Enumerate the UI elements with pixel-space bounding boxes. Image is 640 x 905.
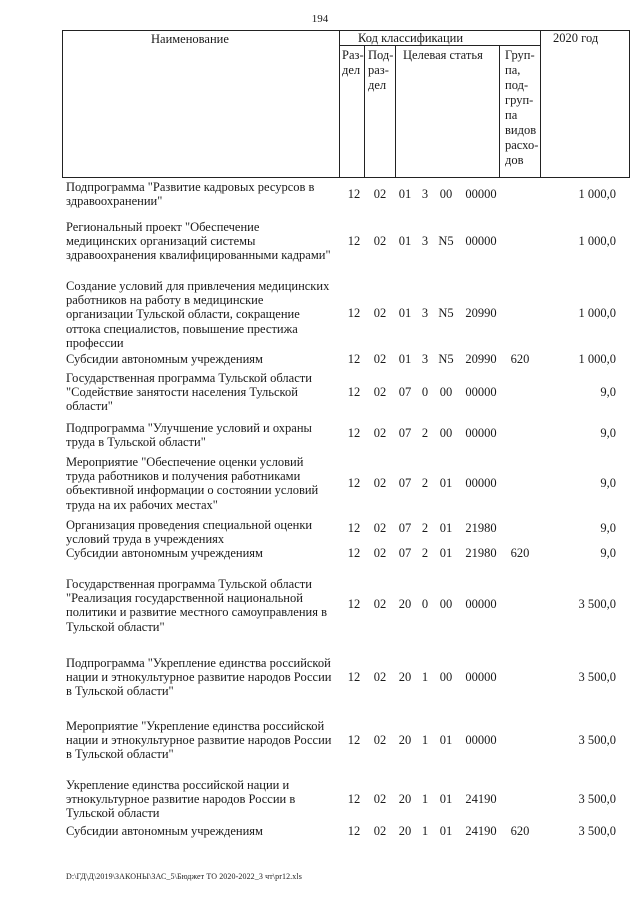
code-target-program: 01 — [398, 234, 412, 248]
amount-2020: 3 500,0 — [578, 792, 616, 806]
row-name: Создание условий для привлечения медицинских работников на работу в медицинские организации Тульской области, сокращение оттока специалистов, повышение престижа профессии — [66, 279, 330, 350]
code-podrazdel: 02 — [373, 306, 387, 320]
code-target-program: 20 — [398, 824, 412, 838]
code-target-subprogram: 0 — [421, 597, 429, 611]
code-podrazdel: 02 — [373, 476, 387, 490]
table-header — [62, 30, 630, 178]
code-target-subprogram: 3 — [421, 187, 429, 201]
code-target-event: 01 — [439, 792, 453, 806]
code-target-event: 01 — [439, 476, 453, 490]
code-target-direction: 00000 — [465, 597, 497, 611]
code-target-subprogram: 2 — [421, 521, 429, 535]
amount-2020: 1 000,0 — [578, 234, 616, 248]
code-target-subprogram: 1 — [421, 792, 429, 806]
code-target-event: N5 — [438, 234, 454, 248]
code-target-program: 07 — [398, 426, 412, 440]
code-target-event: N5 — [438, 306, 454, 320]
code-razdel: 12 — [347, 521, 361, 535]
code-target-direction: 21980 — [465, 521, 497, 535]
row-name: Государственная программа Тульской области "Реализация государственной национальной политики и развитие местного самоуправления в Тульской области" — [66, 577, 327, 634]
code-razdel: 12 — [347, 824, 361, 838]
header-divider — [540, 31, 541, 177]
code-target-event: 01 — [439, 546, 453, 560]
code-razdel: 12 — [347, 733, 361, 747]
code-target-direction: 00000 — [465, 234, 497, 248]
code-target-subprogram: 2 — [421, 476, 429, 490]
amount-2020: 9,0 — [600, 521, 616, 535]
row-name: Подпрограмма "Укрепление единства российской нации и этнокультурное развитие народов России в Тульской области" — [66, 656, 332, 699]
code-target-program: 01 — [398, 352, 412, 366]
amount-2020: 3 500,0 — [578, 597, 616, 611]
code-podrazdel: 02 — [373, 670, 387, 684]
code-target-direction: 20990 — [465, 306, 497, 320]
code-target-event: 01 — [439, 733, 453, 747]
amount-2020: 3 500,0 — [578, 824, 616, 838]
code-podrazdel: 02 — [373, 187, 387, 201]
code-target-event: 00 — [439, 426, 453, 440]
code-razdel: 12 — [347, 352, 361, 366]
code-target-direction: 00000 — [465, 733, 497, 747]
code-podrazdel: 02 — [373, 824, 387, 838]
file-path-footer: D:\ГД\Д\2019\ЗАКОНЫ\ЗАС_5\Бюджет ТО 2020-2022_3 чт\pr12.xls — [66, 872, 302, 881]
code-target-direction: 00000 — [465, 385, 497, 399]
code-target-event: 00 — [439, 597, 453, 611]
code-target-direction: 24190 — [465, 824, 497, 838]
code-razdel: 12 — [347, 597, 361, 611]
code-target-subprogram: 1 — [421, 824, 429, 838]
code-razdel: 12 — [347, 426, 361, 440]
code-razdel: 12 — [347, 306, 361, 320]
code-target-event: N5 — [438, 352, 454, 366]
code-target-subprogram: 2 — [421, 546, 429, 560]
amount-2020: 9,0 — [600, 476, 616, 490]
page-number: 194 — [311, 13, 329, 25]
code-target-event: 00 — [439, 385, 453, 399]
amount-2020: 3 500,0 — [578, 733, 616, 747]
code-target-subprogram: 3 — [421, 306, 429, 320]
header-podrazdel: Под- раз- дел — [368, 48, 394, 92]
amount-2020: 9,0 — [600, 385, 616, 399]
amount-2020: 3 500,0 — [578, 670, 616, 684]
header-name: Наименование — [151, 32, 229, 46]
code-target-program: 07 — [398, 476, 412, 490]
code-target-program: 20 — [398, 792, 412, 806]
row-name: Субсидии автономным учреждениям — [66, 824, 263, 838]
code-target-direction: 00000 — [465, 476, 497, 490]
code-target-subprogram: 1 — [421, 670, 429, 684]
row-name: Организация проведения специальной оценки условий труда в учреждениях — [66, 518, 313, 547]
code-target-program: 01 — [398, 306, 412, 320]
amount-2020: 9,0 — [600, 546, 616, 560]
code-target-event: 01 — [439, 521, 453, 535]
header-code-group: Код классификации — [358, 31, 464, 45]
code-podrazdel: 02 — [373, 546, 387, 560]
header-group: Груп- па, под- груп- па видов расхо- дов — [505, 48, 539, 167]
code-razdel: 12 — [347, 234, 361, 248]
code-target-event: 00 — [439, 187, 453, 201]
header-divider — [395, 45, 396, 177]
code-podrazdel: 02 — [373, 597, 387, 611]
row-name: Субсидии автономным учреждениям — [66, 352, 263, 366]
code-razdel: 12 — [347, 187, 361, 201]
amount-2020: 1 000,0 — [578, 306, 616, 320]
row-name: Мероприятие "Обеспечение оценки условий труда работников и получения работниками объективной информации о состоянии условий труда на их рабочих местах" — [66, 455, 319, 512]
row-name: Мероприятие "Укрепление единства российской нации и этнокультурное развитие народов России в Тульской области" — [66, 719, 332, 762]
code-razdel: 12 — [347, 792, 361, 806]
row-name: Государственная программа Тульской области "Содействие занятости населения Тульской области" — [66, 371, 312, 414]
code-target-direction: 21980 — [465, 546, 497, 560]
code-razdel: 12 — [347, 670, 361, 684]
code-target-subprogram: 2 — [421, 426, 429, 440]
code-target-program: 07 — [398, 385, 412, 399]
header-year: 2020 год — [553, 31, 599, 45]
code-target-direction: 24190 — [465, 792, 497, 806]
amount-2020: 1 000,0 — [578, 352, 616, 366]
code-target-direction: 00000 — [465, 670, 497, 684]
code-target-subprogram: 1 — [421, 733, 429, 747]
row-name: Региональный проект "Обеспечение медицинских организаций системы здравоохранения квалифицированными кадрами" — [66, 220, 331, 263]
code-target-subprogram: 0 — [421, 385, 429, 399]
code-target-direction: 00000 — [465, 426, 497, 440]
code-target-program: 20 — [398, 670, 412, 684]
code-expense-type: 620 — [510, 546, 530, 560]
row-name: Подпрограмма "Улучшение условий и охраны труда в Тульской области" — [66, 421, 312, 450]
code-target-program: 01 — [398, 187, 412, 201]
header-divider — [499, 45, 500, 177]
code-razdel: 12 — [347, 385, 361, 399]
code-target-direction: 00000 — [465, 187, 497, 201]
code-podrazdel: 02 — [373, 733, 387, 747]
code-target-event: 00 — [439, 670, 453, 684]
code-target-event: 01 — [439, 824, 453, 838]
code-target-program: 20 — [398, 597, 412, 611]
code-podrazdel: 02 — [373, 385, 387, 399]
code-target-subprogram: 3 — [421, 234, 429, 248]
code-podrazdel: 02 — [373, 792, 387, 806]
code-target-direction: 20990 — [465, 352, 497, 366]
code-razdel: 12 — [347, 546, 361, 560]
code-expense-type: 620 — [510, 352, 530, 366]
code-expense-type: 620 — [510, 824, 530, 838]
header-razdel: Раз- дел — [342, 48, 364, 77]
code-podrazdel: 02 — [373, 521, 387, 535]
code-podrazdel: 02 — [373, 426, 387, 440]
header-target: Целевая статья — [403, 48, 483, 62]
code-target-program: 07 — [398, 521, 412, 535]
code-target-program: 20 — [398, 733, 412, 747]
row-name: Подпрограмма "Развитие кадровых ресурсов в здравоохранении" — [66, 180, 315, 209]
row-name: Субсидии автономным учреждениям — [66, 546, 263, 560]
code-razdel: 12 — [347, 476, 361, 490]
code-target-subprogram: 3 — [421, 352, 429, 366]
row-name: Укрепление единства российской нации и этнокультурное развитие народов России в Тульской области — [66, 778, 296, 821]
header-divider — [339, 31, 340, 177]
code-podrazdel: 02 — [373, 234, 387, 248]
amount-2020: 9,0 — [600, 426, 616, 440]
code-target-program: 07 — [398, 546, 412, 560]
header-divider — [364, 45, 365, 177]
code-podrazdel: 02 — [373, 352, 387, 366]
amount-2020: 1 000,0 — [578, 187, 616, 201]
